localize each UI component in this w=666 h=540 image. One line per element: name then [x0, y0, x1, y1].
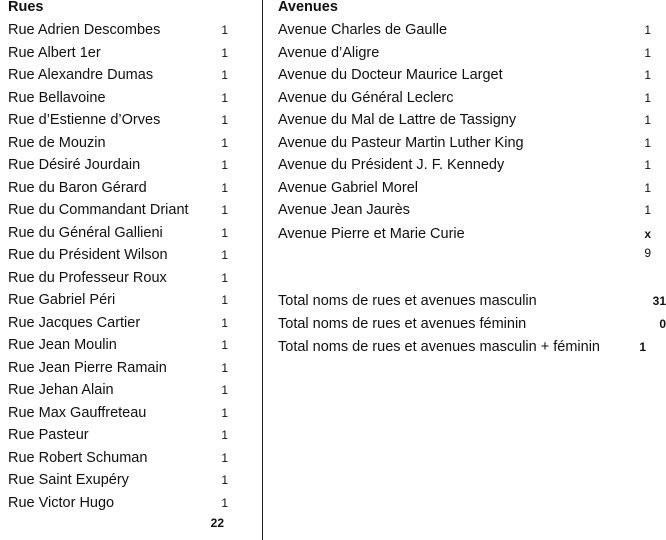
avenue-row — [278, 155, 656, 175]
avenues-heading: Avenues — [278, 0, 338, 15]
avenue-name: Avenue du Général Leclerc — [278, 89, 454, 106]
avenues-panel — [263, 0, 666, 540]
total-label: Total noms de rues et avenues féminin — [278, 316, 527, 332]
rue-row — [8, 245, 248, 265]
rues-heading: Rues — [8, 0, 44, 15]
rue-count: 1 — [221, 315, 228, 330]
avenue-count: 1 — [644, 68, 651, 82]
rue-name: Rue du Général Gallieni — [8, 224, 163, 241]
rue-row — [8, 448, 248, 468]
rue-name: Rue Pasteur — [8, 427, 89, 443]
total-value: 0 — [659, 317, 666, 331]
avenue-row — [278, 224, 656, 244]
avenue-row — [278, 133, 656, 153]
avenue-name: Avenue du Président J. F. Kennedy — [278, 157, 505, 173]
rue-count: 1 — [221, 45, 228, 60]
avenues-total: 9 — [644, 246, 651, 260]
total-row — [278, 337, 658, 357]
rue-row — [8, 290, 248, 310]
rue-name: Rue Alexandre Dumas — [8, 67, 154, 83]
rue-name: Rue Victor Hugo — [8, 494, 115, 511]
rue-count: 1 — [221, 360, 228, 375]
rue-row — [8, 88, 248, 108]
rue-row — [8, 155, 248, 175]
avenue-name: Avenue du Docteur Maurice Larget — [278, 67, 503, 83]
rue-row — [8, 133, 248, 153]
avenue-count: 1 — [644, 135, 651, 150]
total-value: 31 — [652, 294, 666, 308]
avenue-count: 1 — [644, 23, 651, 37]
rue-row — [8, 200, 248, 220]
rue-count: 1 — [221, 405, 228, 420]
rue-row — [8, 313, 248, 333]
rue-row — [8, 358, 248, 378]
rue-row — [8, 223, 248, 243]
rue-row — [8, 470, 248, 490]
avenue-count: 1 — [644, 45, 651, 60]
avenue-count: 1 — [644, 90, 651, 105]
rue-name: Rue du Commandant Driant — [8, 202, 189, 218]
avenue-row — [278, 88, 656, 108]
rue-row — [8, 43, 248, 63]
avenue-count: 1 — [644, 180, 651, 195]
rue-name: Rue Désiré Jourdain — [8, 157, 141, 173]
avenue-name: Avenue du Pasteur Martin Luther King — [278, 134, 524, 151]
avenue-name: Avenue Gabriel Morel — [278, 179, 418, 196]
avenue-row — [278, 20, 656, 40]
avenue-count: 1 — [644, 203, 651, 217]
avenue-name: Avenue Jean Jaurès — [278, 202, 410, 218]
rue-count: 1 — [221, 428, 228, 442]
rue-count: 1 — [221, 225, 228, 240]
avenue-row — [278, 178, 656, 198]
rue-name: Rue Gabriel Péri — [8, 292, 116, 308]
avenue-row — [278, 65, 656, 85]
rue-name: Rue Jehan Alain — [8, 382, 114, 398]
rue-count: 1 — [221, 450, 228, 465]
avenue-count: 1 — [644, 113, 651, 127]
rue-count: 1 — [221, 113, 228, 127]
rue-row — [8, 380, 248, 400]
avenue-name: Avenue d’Aligre — [278, 44, 380, 61]
rue-name: Rue du Professeur Roux — [8, 269, 167, 286]
rue-count: 1 — [221, 248, 228, 262]
rue-count: 1 — [221, 383, 228, 397]
total-label: Total noms de rues et avenues masculin — [278, 293, 537, 309]
rue-name: Rue Jean Pierre Ramain — [8, 359, 167, 376]
rue-count: 1 — [221, 293, 228, 307]
rue-row — [8, 65, 248, 85]
rue-count: 1 — [221, 203, 228, 217]
rue-count: 1 — [221, 338, 228, 352]
rue-name: Rue du Président Wilson — [8, 247, 168, 263]
rue-name: Rue du Baron Gérard — [8, 179, 147, 196]
rue-name: Rue Albert 1er — [8, 44, 101, 61]
rue-row — [8, 268, 248, 288]
rue-name: Rue Jacques Cartier — [8, 314, 141, 331]
avenue-count: 1 — [644, 158, 651, 172]
rue-row — [8, 425, 248, 445]
rue-name: Rue Jean Moulin — [8, 337, 117, 353]
total-row — [278, 314, 666, 334]
rue-name: Rue Bellavoine — [8, 89, 106, 106]
rues-total: 22 — [210, 516, 224, 530]
total-label: Total noms de rues et avenues masculin + féminin — [278, 339, 600, 355]
avenue-row — [278, 110, 656, 130]
rue-count: 1 — [221, 270, 228, 285]
rue-row — [8, 493, 248, 513]
rue-name: Rue d’Estienne d’Orves — [8, 112, 161, 128]
rue-name: Rue Adrien Descombes — [8, 22, 161, 38]
avenue-name: Avenue Charles de Gaulle — [278, 22, 448, 38]
total-value: 1 — [639, 340, 646, 354]
rue-name: Rue Max Gauffreteau — [8, 404, 147, 421]
rue-row — [8, 178, 248, 198]
rue-count: 1 — [221, 180, 228, 195]
rue-row — [8, 403, 248, 423]
avenue-row — [278, 200, 656, 220]
rue-count: 1 — [221, 68, 228, 82]
rue-count: 1 — [221, 23, 228, 37]
rue-count: 1 — [221, 158, 228, 172]
rue-row — [8, 110, 248, 130]
rue-row — [8, 20, 248, 40]
rue-name: Rue Saint Exupéry — [8, 472, 129, 488]
rue-name: Rue Robert Schuman — [8, 449, 148, 466]
rue-count: 1 — [221, 90, 228, 105]
total-row — [278, 291, 666, 311]
rue-name: Rue de Mouzin — [8, 134, 106, 151]
avenue-row — [278, 43, 656, 63]
avenue-name: Avenue Pierre et Marie Curie — [278, 226, 465, 242]
rues-panel — [0, 0, 262, 540]
rue-count: 1 — [221, 473, 228, 487]
avenue-count: x — [644, 227, 651, 241]
rue-count: 1 — [221, 135, 228, 150]
rue-row — [8, 335, 248, 355]
avenue-name: Avenue du Mal de Lattre de Tassigny — [278, 112, 517, 128]
rue-count: 1 — [221, 495, 228, 510]
